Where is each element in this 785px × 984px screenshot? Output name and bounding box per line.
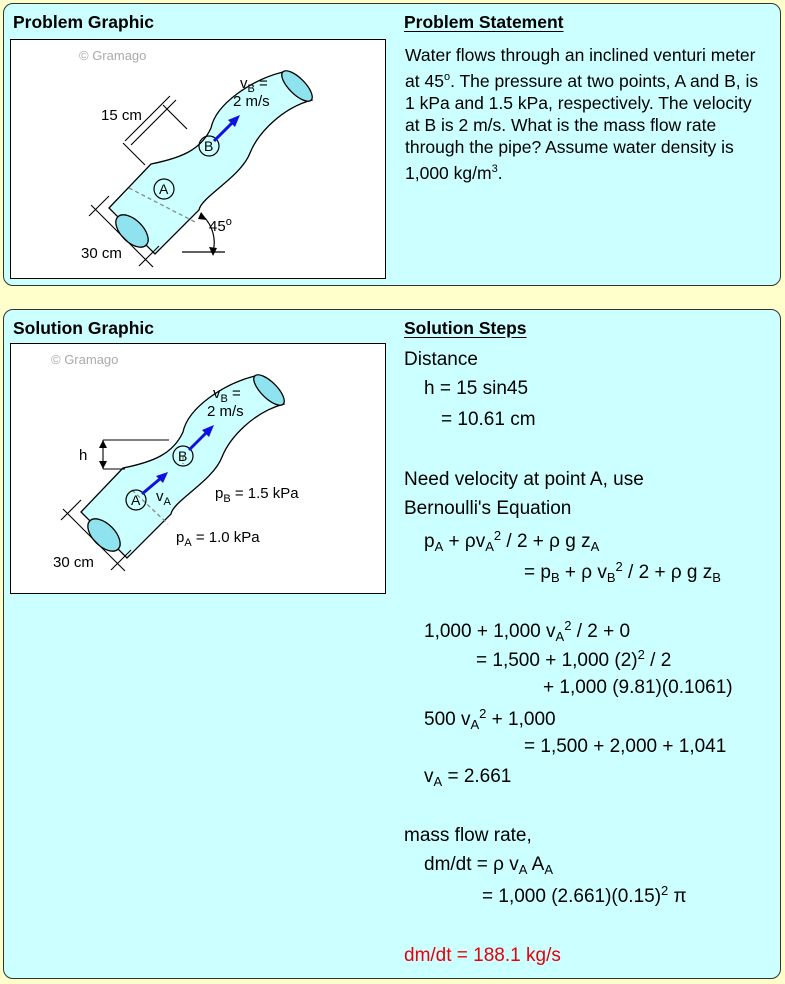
h-label: h <box>79 447 88 464</box>
solution-figure <box>10 343 386 594</box>
calc-line4: 500 $v_A^2 + 1,000$ <box>424 706 556 732</box>
mass-flow-eq1: dm/dt = ρ $v_A$ $A_A$ <box>424 854 554 877</box>
dim-15-extension <box>123 143 145 165</box>
point-a-label: A <box>131 492 141 508</box>
vb-label: $v_B$ = <box>213 385 241 405</box>
step-mass-flow: mass flow rate, <box>404 825 532 846</box>
mass-flow-eq2: = 1,000 $(2.661)(0.15)^2$ π <box>482 883 687 907</box>
step-h-eq2: = 10.61 cm <box>441 409 536 430</box>
venturi-solution-diagram <box>11 344 384 592</box>
vb-label: $v_B$ = <box>240 75 268 95</box>
point-a-label: A <box>159 181 169 197</box>
bernoulli-rhs: = $p_B + \rho$ $v_B^2 / 2 + \rho$ g $z_B$ <box>524 559 721 585</box>
vb-value: 2 m/s <box>207 403 244 420</box>
problem-graphic-title: Problem Graphic <box>13 12 155 32</box>
step-distance: Distance <box>404 349 478 370</box>
problem-figure <box>10 39 386 279</box>
copyright-text: © Gramago <box>51 352 119 367</box>
dim-30-label: 30 cm <box>81 245 122 262</box>
dim-30-label: 30 cm <box>53 554 94 571</box>
final-result: dm/dt = 188.1 kg/s <box>404 945 561 966</box>
step-need-velocity: Need velocity at point A, use <box>404 469 644 490</box>
solution-steps-title: Solution Steps <box>404 318 527 338</box>
step-h-eq1: h = 15 sin45 <box>424 378 529 399</box>
calc-line3: + 1,000 (9.81)(0.1061) <box>543 677 733 698</box>
point-b-label: B <box>178 448 188 464</box>
problem-statement-text: Water flows through an inclined venturi meter at 45$^o$. The pressure at two points, A and B, is 1 kPa and 1.5 kPa, respectively. The velocity at B is 2 m/s. What is the mass flow rate through the pipe? Assume water density is 1,000 $kg/m^3$. <box>405 45 759 183</box>
solution-graphic-title: Solution Graphic <box>13 318 154 338</box>
angle-label: 45$^o$ <box>209 216 232 235</box>
h-arrowhead <box>99 461 107 469</box>
dim-15-extension <box>163 105 187 129</box>
va-label: $v_A$ <box>156 488 171 508</box>
calc-line2: = 1,500 + 1,000 $(2)^2 / 2$ <box>476 647 672 671</box>
step-bernoulli: Bernoulli's Equation <box>404 498 572 519</box>
pa-label: $p_A = 1.0$ kPa <box>176 529 260 549</box>
dim-15-label: 15 cm <box>101 107 142 124</box>
copyright-text: © Gramago <box>79 48 147 63</box>
calc-va: $v_A = 2.661$ <box>424 766 512 789</box>
point-b-label: B <box>204 138 214 154</box>
vb-value: 2 m/s <box>233 93 270 110</box>
pb-label: $p_B = 1.5$ kPa <box>215 485 299 505</box>
problem-statement-title: Problem Statement <box>404 12 564 32</box>
calc-line1: 1,000 + 1,000 $v_A^2 / 2 + 0$ <box>424 618 631 644</box>
bernoulli-lhs: $p_A + \rho v_A^2 / 2 + \rho$ g $z_A$ <box>424 528 600 554</box>
h-arrowhead <box>99 440 107 448</box>
venturi-diagram <box>11 40 384 277</box>
angle-arrowhead <box>198 212 207 220</box>
calc-line5: = 1,500 + 2,000 + 1,041 <box>524 736 727 757</box>
